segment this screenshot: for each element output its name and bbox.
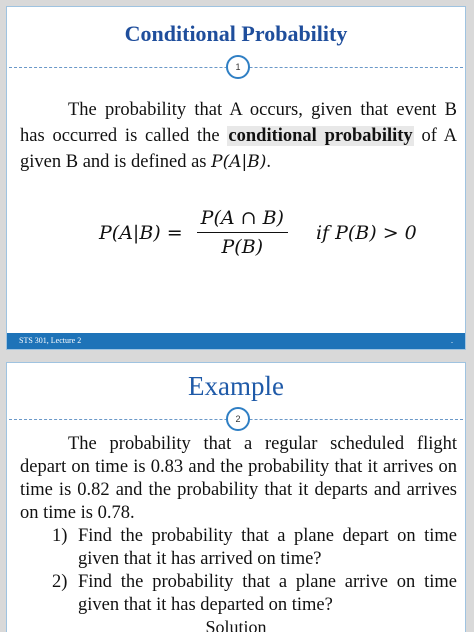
highlighted-term: conditional probability — [228, 126, 413, 146]
example-intro — [20, 433, 457, 525]
footer-text: STS 301, Lecture 2 — [19, 336, 82, 345]
list-item — [20, 571, 457, 617]
item-marker: 2) — [52, 572, 68, 592]
item-text: Find the probability that a plane arrive on time given that it has departed on time? — [78, 572, 457, 615]
example-intro-text: The probability that a regular scheduled flight depart on time is 0.83 and the probability that it arrives on time is 0.82 and the probability that it departs and arrives on time is 0.78. — [20, 434, 457, 523]
formula-fraction — [197, 207, 288, 258]
slide-number-badge: 2 — [226, 407, 250, 431]
slide-footer — [7, 333, 465, 349]
example-body — [20, 433, 457, 617]
formula-numerator: P(A ∩ B) — [197, 207, 288, 233]
item-marker: 1) — [52, 526, 68, 546]
definition-paragraph — [20, 97, 457, 175]
formula-denominator: P(B) — [221, 236, 264, 258]
footer-dot: . — [451, 336, 453, 345]
list-item — [20, 525, 457, 571]
definition-end: . — [266, 152, 271, 172]
item-text: Find the probability that a plane depart on time given that it has arrived on time? — [78, 526, 457, 569]
slide-conditional-probability — [6, 6, 466, 350]
conditional-probability-formula — [99, 207, 417, 258]
notation: P(A|B) — [211, 152, 267, 172]
definition-text-a: The probability that A occurs, given that event B has occurred is called the — [20, 100, 457, 146]
slide-title: Example — [188, 371, 284, 401]
formula-condition: if P(B) > 0 — [315, 221, 417, 244]
solution-heading: Solution — [205, 617, 267, 632]
slide-number-badge: 1 — [226, 55, 250, 79]
formula-lhs: P(A|B) = — [99, 221, 183, 244]
question-list — [20, 525, 457, 617]
definition-text-b: of A given B and is defined as — [20, 126, 458, 172]
slide-title: Conditional Probability — [124, 21, 348, 46]
slide-example — [6, 362, 466, 632]
